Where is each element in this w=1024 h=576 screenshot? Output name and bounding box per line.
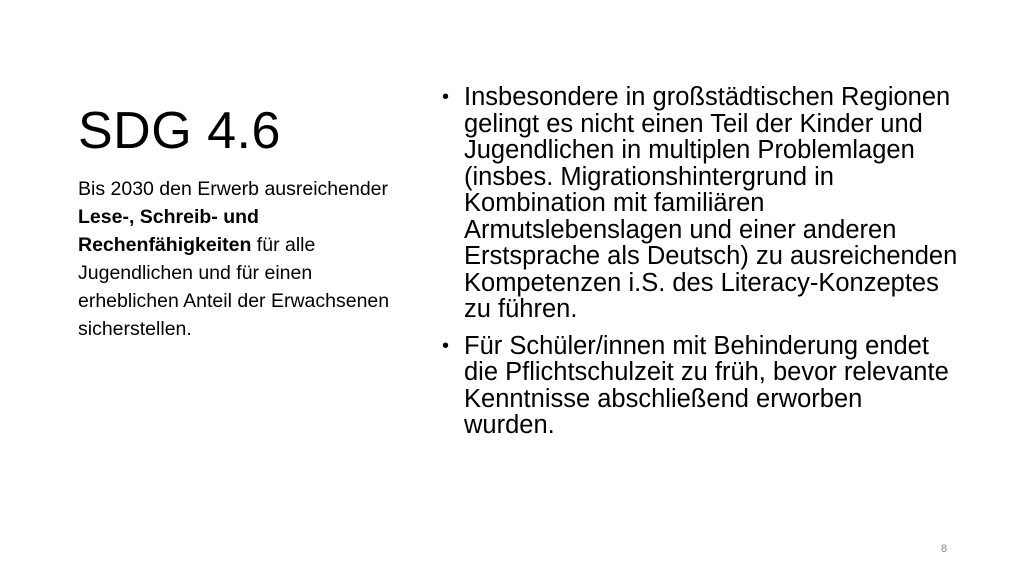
bullet-text: Insbesondere in großstädtischen Regionen gelingt es nicht einen Teil der Kinder und Jugendlichen in multiplen Problemlagen (insbes. Migrationshintergrund in Kombination mit familiären Armutslebenslagen und einer anderen Erstsprache als Deutsch) zu ausreichenden Kompetenzen i.S. des Literacy-Konzeptes zu führen.: [464, 83, 958, 323]
bullet-list: [440, 84, 960, 449]
intro-text: [78, 175, 398, 343]
bullet-item: [440, 84, 960, 323]
slide-title: SDG 4.6: [78, 102, 281, 160]
bullet-item: [440, 333, 960, 439]
intro-text-part2: für alle Jugendlichen und für einen erheblichen Anteil der Erwachsenen sicherstellen.: [78, 234, 390, 340]
intro-text-part1: Bis 2030 den Erwerb ausreichender: [78, 178, 389, 200]
intro-text-bold: Lese-, Schreib- und Rechenfähigkeiten: [78, 206, 259, 256]
page-number: 8: [940, 543, 948, 555]
bullet-marker-icon: •: [442, 334, 450, 357]
bullet-marker-icon: •: [442, 86, 450, 108]
bullet-text: Für Schüler/innen mit Behinderung endet die Pflichtschulzeit zu früh, bevor relevante Kenntnisse abschließend erworben wurden.: [464, 331, 949, 439]
